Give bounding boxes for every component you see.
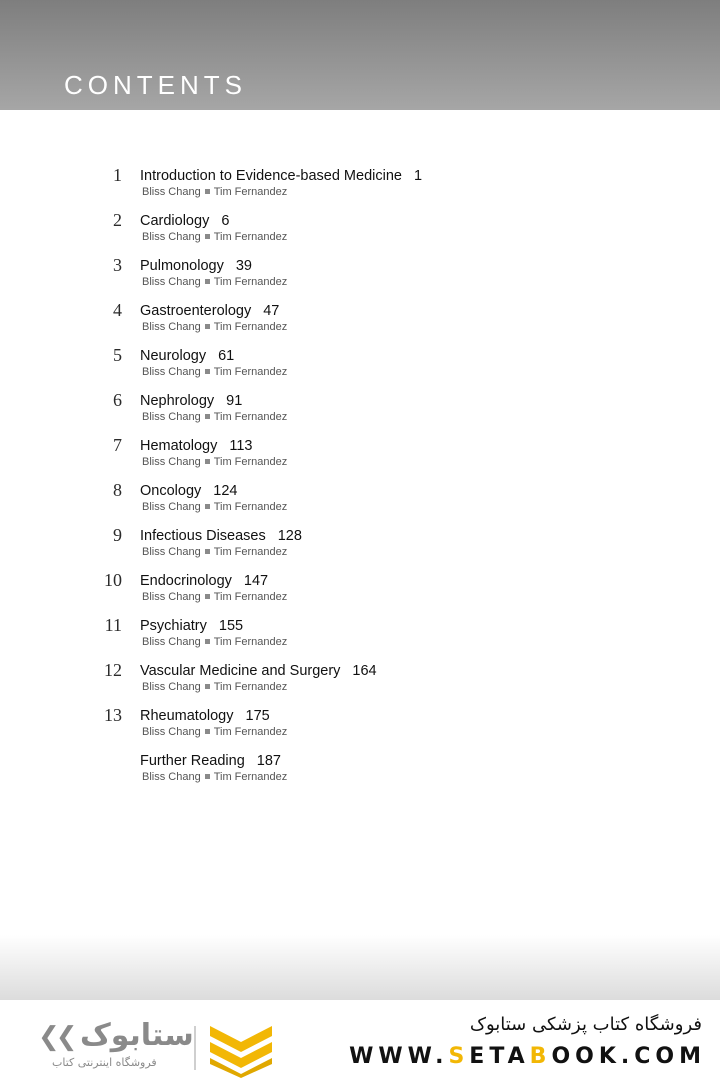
separator-square [205, 234, 210, 239]
chapter-title-line[interactable] [140, 617, 243, 635]
author-2: Tim Fernandez [213, 636, 288, 648]
chapter-authors [142, 185, 287, 199]
author-2: Tim Fernandez [213, 771, 288, 783]
separator-square [205, 414, 210, 419]
chapter-title: Gastroenterology [140, 303, 252, 319]
author-2: Tim Fernandez [213, 366, 288, 378]
chapter-page: 1 [413, 168, 423, 184]
chapter-title: Introduction to Evidence-based Medicine [140, 168, 402, 184]
chapter-page: 47 [263, 303, 280, 319]
toc-entry[interactable] [0, 255, 720, 300]
toc-entry[interactable] [0, 570, 720, 615]
toc-entry[interactable] [0, 165, 720, 210]
url-part-accent: B [529, 1044, 552, 1069]
chapter-authors [142, 410, 287, 424]
author-1: Bliss Chang [142, 546, 201, 558]
chapter-page: 124 [213, 483, 238, 499]
author-2: Tim Fernandez [213, 276, 288, 288]
chapter-page: 175 [245, 708, 270, 724]
toc-entry[interactable] [0, 480, 720, 525]
chapter-number: 11 [104, 615, 122, 635]
separator-square [205, 774, 210, 779]
chapter-page: 6 [221, 213, 230, 229]
author-2: Tim Fernandez [213, 231, 288, 243]
toc-entry[interactable] [0, 660, 720, 705]
separator-square [205, 639, 210, 644]
chapter-page: 128 [277, 528, 302, 544]
footer-shadow [0, 935, 720, 1000]
logo-divider [194, 1026, 196, 1070]
chapter-title-line[interactable] [140, 437, 253, 455]
logo-subtitle: فروشگاه اینترنتی کتاب [52, 1056, 157, 1069]
url-part: WWW. [349, 1044, 449, 1069]
author-2: Tim Fernandez [213, 321, 288, 333]
chapter-title-line[interactable] [140, 392, 242, 410]
url-part: OOK.COM [551, 1044, 706, 1069]
chapter-authors [142, 725, 287, 739]
chapter-authors [142, 320, 287, 334]
chapter-title-line[interactable] [140, 212, 229, 230]
toc-entry[interactable] [0, 525, 720, 570]
separator-square [205, 459, 210, 464]
chapter-number: 6 [113, 390, 122, 410]
chapter-authors [142, 365, 287, 379]
chapter-page: 61 [218, 348, 235, 364]
separator-square [205, 594, 210, 599]
author-1: Bliss Chang [142, 186, 201, 198]
store-name: فروشگاه کتاب پزشکی ستابوک [469, 1014, 702, 1035]
brand-logo[interactable] [30, 1018, 280, 1078]
chapter-number: 2 [113, 210, 122, 230]
author-2: Tim Fernandez [213, 546, 288, 558]
chapter-title: Further Reading [140, 753, 245, 769]
chapter-title: Infectious Diseases [140, 528, 266, 544]
author-2: Tim Fernandez [213, 681, 288, 693]
toc-entry[interactable] [0, 210, 720, 255]
separator-square [205, 729, 210, 734]
chapter-page: 164 [352, 663, 377, 679]
chapter-authors [142, 455, 287, 469]
author-2: Tim Fernandez [213, 411, 288, 423]
toc-entry[interactable] [0, 435, 720, 480]
chapter-page: 187 [256, 753, 281, 769]
chapter-number: 5 [113, 345, 122, 365]
chapter-number: 7 [113, 435, 122, 455]
chapter-title-line[interactable] [140, 302, 279, 320]
separator-square [205, 549, 210, 554]
chapter-title-line[interactable] [140, 707, 270, 725]
author-1: Bliss Chang [142, 501, 201, 513]
chapter-number: 1 [113, 165, 122, 185]
author-1: Bliss Chang [142, 591, 201, 603]
chapter-authors [142, 590, 287, 604]
double-chevron-left-icon: ❮❮ [38, 1022, 74, 1052]
chapter-page: 91 [226, 393, 243, 409]
chapter-title-line[interactable] [140, 527, 302, 545]
chapter-title-line[interactable] [140, 752, 281, 770]
author-1: Bliss Chang [142, 321, 201, 333]
chapter-authors [142, 680, 287, 694]
separator-square [205, 369, 210, 374]
author-1: Bliss Chang [142, 681, 201, 693]
author-2: Tim Fernandez [213, 186, 288, 198]
separator-square [205, 189, 210, 194]
author-1: Bliss Chang [142, 366, 201, 378]
author-2: Tim Fernandez [213, 456, 288, 468]
store-url[interactable] [349, 1044, 706, 1069]
author-1: Bliss Chang [142, 771, 201, 783]
toc-entry[interactable] [0, 390, 720, 435]
chapter-title: Vascular Medicine and Surgery [140, 663, 341, 679]
toc-entry[interactable] [0, 300, 720, 345]
chapter-number: 13 [104, 705, 122, 725]
separator-square [205, 279, 210, 284]
chapter-authors [142, 770, 287, 784]
toc-entry[interactable] [0, 750, 720, 795]
chapter-number: 9 [113, 525, 122, 545]
separator-square [205, 504, 210, 509]
chapter-title: Endocrinology [140, 573, 232, 589]
url-part-accent: S [448, 1044, 470, 1069]
chapter-authors [142, 500, 287, 514]
author-1: Bliss Chang [142, 726, 201, 738]
chapter-authors [142, 545, 287, 559]
author-1: Bliss Chang [142, 231, 201, 243]
chapter-number: 8 [113, 480, 122, 500]
page-title: CONTENTS [64, 70, 247, 100]
author-1: Bliss Chang [142, 456, 201, 468]
chapter-page: 147 [243, 573, 269, 589]
author-2: Tim Fernandez [213, 501, 288, 513]
chapter-title: Psychiatry [140, 618, 207, 634]
author-2: Tim Fernandez [213, 726, 288, 738]
chapter-title-line[interactable] [140, 662, 377, 680]
toc-entry[interactable] [0, 615, 720, 660]
author-1: Bliss Chang [142, 636, 201, 648]
chapter-title: Nephrology [140, 393, 215, 409]
chapter-number: 3 [113, 255, 122, 275]
author-2: Tim Fernandez [213, 591, 288, 603]
chapter-authors [142, 275, 287, 289]
chapter-title-line[interactable] [140, 257, 252, 275]
chapter-number: 12 [104, 660, 122, 680]
chapter-number: 10 [104, 570, 122, 590]
chapter-title: Hematology [140, 438, 218, 454]
chapter-title-line[interactable] [140, 482, 237, 500]
chapter-page: 155 [218, 618, 244, 634]
author-1: Bliss Chang [142, 411, 201, 423]
separator-square [205, 324, 210, 329]
chapter-title: Oncology [140, 483, 202, 499]
table-of-contents [0, 165, 720, 795]
chapter-title: Cardiology [140, 213, 210, 229]
chapter-title: Pulmonology [140, 258, 224, 274]
chapter-authors [142, 635, 287, 649]
chapter-title: Rheumatology [140, 708, 234, 724]
header-band [0, 0, 720, 110]
chapter-authors [142, 230, 287, 244]
chapter-title: Neurology [140, 348, 207, 364]
toc-entry[interactable] [0, 345, 720, 390]
chapter-page: 113 [229, 438, 253, 454]
chapter-title-line[interactable] [140, 572, 268, 590]
chapter-title-line[interactable] [140, 347, 234, 365]
logo-wordmark: ستابوک [80, 1018, 194, 1053]
toc-entry[interactable] [0, 705, 720, 750]
book-chevron-icon [206, 1022, 276, 1078]
chapter-page: 39 [235, 258, 252, 274]
chapter-number: 4 [113, 300, 122, 320]
footer-banner [0, 1000, 720, 1080]
chapter-title-line[interactable] [140, 167, 422, 185]
url-part: ETA [469, 1044, 530, 1069]
separator-square [205, 684, 210, 689]
author-1: Bliss Chang [142, 276, 201, 288]
